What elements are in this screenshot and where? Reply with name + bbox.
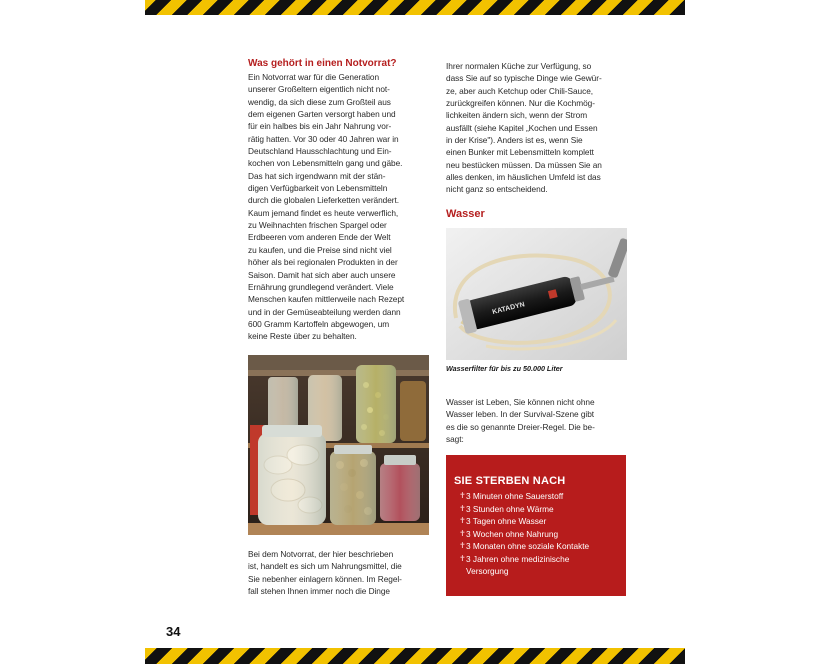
wasser-line: es die so genannte Dreier-Regel. Die be- — [446, 421, 595, 432]
infobox-item-text: 3 Stunden ohne Wärme — [466, 503, 554, 514]
paragraph-wasser — [446, 396, 629, 445]
kueche-line: ze, aber auch Ketchup oder Chili-Sauce, — [446, 85, 594, 96]
notvorrat-line: dem eigenen Garten versorgt haben und — [248, 109, 396, 120]
notvorrat-continued-line: fall stehen Ihnen immer noch die Dinge — [248, 586, 390, 597]
notvorrat-line: für ein halbes bis ein Jahr Nahrung vor- — [248, 121, 392, 132]
notvorrat-line: Ein Notvorrat war für die Generation — [248, 72, 380, 82]
kueche-line: nicht ganz so entscheidend. — [446, 184, 548, 195]
wasser-line: sagt: — [446, 434, 464, 445]
kueche-line: lichkeiten ändern sich, wenn der Strom — [446, 110, 588, 121]
infobox-list — [454, 490, 618, 578]
kueche-line: ausfällt (siehe Kapitel „Kochen und Essen — [446, 122, 598, 133]
infobox-item — [454, 503, 618, 516]
cross-icon: ✝ — [459, 553, 466, 563]
notvorrat-continued-line: Bei dem Notvorrat, der hier beschrieben — [248, 549, 394, 559]
notvorrat-line: Deutschland Hausschlachtung und Ein- — [248, 146, 392, 157]
notvorrat-line: Erdbeeren vom anderen Ende der Welt — [248, 232, 391, 243]
notvorrat-line: durch die globalen Lieferketten verändert. — [248, 195, 400, 206]
notvorrat-line: zu Weihnachten frischen Spargel oder — [248, 220, 387, 231]
kueche-line: alles denken, im häuslichen Umfeld ist das — [446, 172, 601, 183]
notvorrat-line: Ernährung grundlegend verändert. Viele — [248, 281, 394, 292]
wasser-line: Wasser ist Leben, Sie können nicht ohne — [446, 397, 595, 407]
infobox-item — [454, 540, 618, 553]
page-number: 34 — [166, 624, 181, 639]
cross-icon: ✝ — [459, 528, 466, 538]
paragraph-notvorrat-continued — [248, 548, 430, 597]
notvorrat-continued-line: ist, handelt es sich um Nahrungsmittel, die — [248, 561, 402, 572]
cross-icon: ✝ — [459, 516, 466, 525]
infobox-item-text: 3 Monaten ohne soziale Kontakte — [466, 541, 590, 551]
notvorrat-line: Das hat sich irgendwann mit der stän- — [248, 170, 386, 181]
notvorrat-line: digen Verfügbarkeit von Lebensmitteln — [248, 183, 388, 194]
cross-icon: ✝ — [459, 491, 466, 500]
notvorrat-line: Kaum jemand findet es heute verwerflich, — [248, 207, 399, 218]
kueche-line: einen Bunker mit Lebensmitteln komplett — [446, 147, 594, 158]
notvorrat-line: 600 Gramm Kartoffeln abgewogen, um — [248, 318, 390, 329]
notvorrat-line: kochen von Lebensmitteln gang und gäbe. — [248, 158, 403, 169]
notvorrat-continued-line: Sie nebenher einlagern können. Im Regel- — [248, 573, 402, 584]
infobox-dreier-regel — [446, 455, 626, 596]
cross-icon: ✝ — [459, 503, 466, 513]
caption-water-filter: Wasserfilter für bis zu 50.000 Liter — [446, 364, 563, 373]
infobox-item-text: 3 Tagen ohne Wasser — [466, 516, 547, 526]
notvorrat-line: wendig, da sich diese zum Großteil aus — [248, 96, 391, 107]
kueche-line: Ihrer normalen Küche zur Verfügung, so — [446, 61, 592, 71]
infobox-item-text: 3 Jahren ohne medizinische — [466, 553, 570, 564]
infobox-item — [454, 553, 618, 566]
hazard-stripe-bottom — [145, 648, 685, 664]
kueche-line: neu bestücken müssen. Da müssen Sie an — [446, 159, 602, 170]
infobox-item — [454, 490, 618, 503]
heading-notvorrat: Was gehört in einen Notvorrat? — [248, 58, 397, 69]
infobox-item-text: 3 Minuten ohne Sauerstoff — [466, 491, 564, 501]
infobox-title: SIE STERBEN NACH — [454, 475, 566, 487]
kueche-line: dass Sie auf so typische Dinge wie Gewür- — [446, 73, 602, 84]
wasser-line: Wasser leben. In der Survival-Szene gibt — [446, 409, 595, 420]
notvorrat-line: höher als bei regionalen Produkten in der — [248, 257, 398, 268]
hazard-stripe-top — [145, 0, 685, 15]
cross-icon: ✝ — [459, 541, 466, 550]
notvorrat-line: zu kaufen, und die Preise sind nicht viel — [248, 244, 392, 255]
infobox-item-text: Versorgung — [466, 566, 509, 576]
infobox-item-text: 3 Wochen ohne Nahrung — [466, 528, 559, 539]
notvorrat-line: keine Reste über zu behalten. — [248, 331, 357, 342]
notvorrat-line: rätig hatten. Vor 30 oder 40 Jahren war in — [248, 133, 399, 144]
paragraph-notvorrat — [248, 71, 430, 343]
heading-wasser: Wasser — [446, 208, 485, 220]
kueche-line: in der Krise"). Anders ist es, wenn Sie — [446, 135, 583, 146]
infobox-item — [454, 565, 618, 578]
photo-preserving-jars — [248, 355, 429, 535]
photo-water-filter — [446, 228, 627, 360]
notvorrat-line: und in der Gemüseabteilung werden dann — [248, 306, 401, 317]
infobox-item — [454, 528, 618, 541]
notvorrat-line: Menschen kaufen mittlerweile nach Rezept — [248, 294, 405, 305]
paragraph-kueche — [446, 60, 629, 196]
notvorrat-line: Saison. Damit hat sich aber auch unsere — [248, 269, 396, 280]
filter-brand-label: KATADYN — [491, 301, 526, 317]
infobox-item — [454, 515, 618, 528]
notvorrat-line: unserer Großeltern eigentlich nicht not- — [248, 84, 390, 95]
kueche-line: zurückgreifen können. Nur die Kochmög- — [446, 98, 595, 109]
